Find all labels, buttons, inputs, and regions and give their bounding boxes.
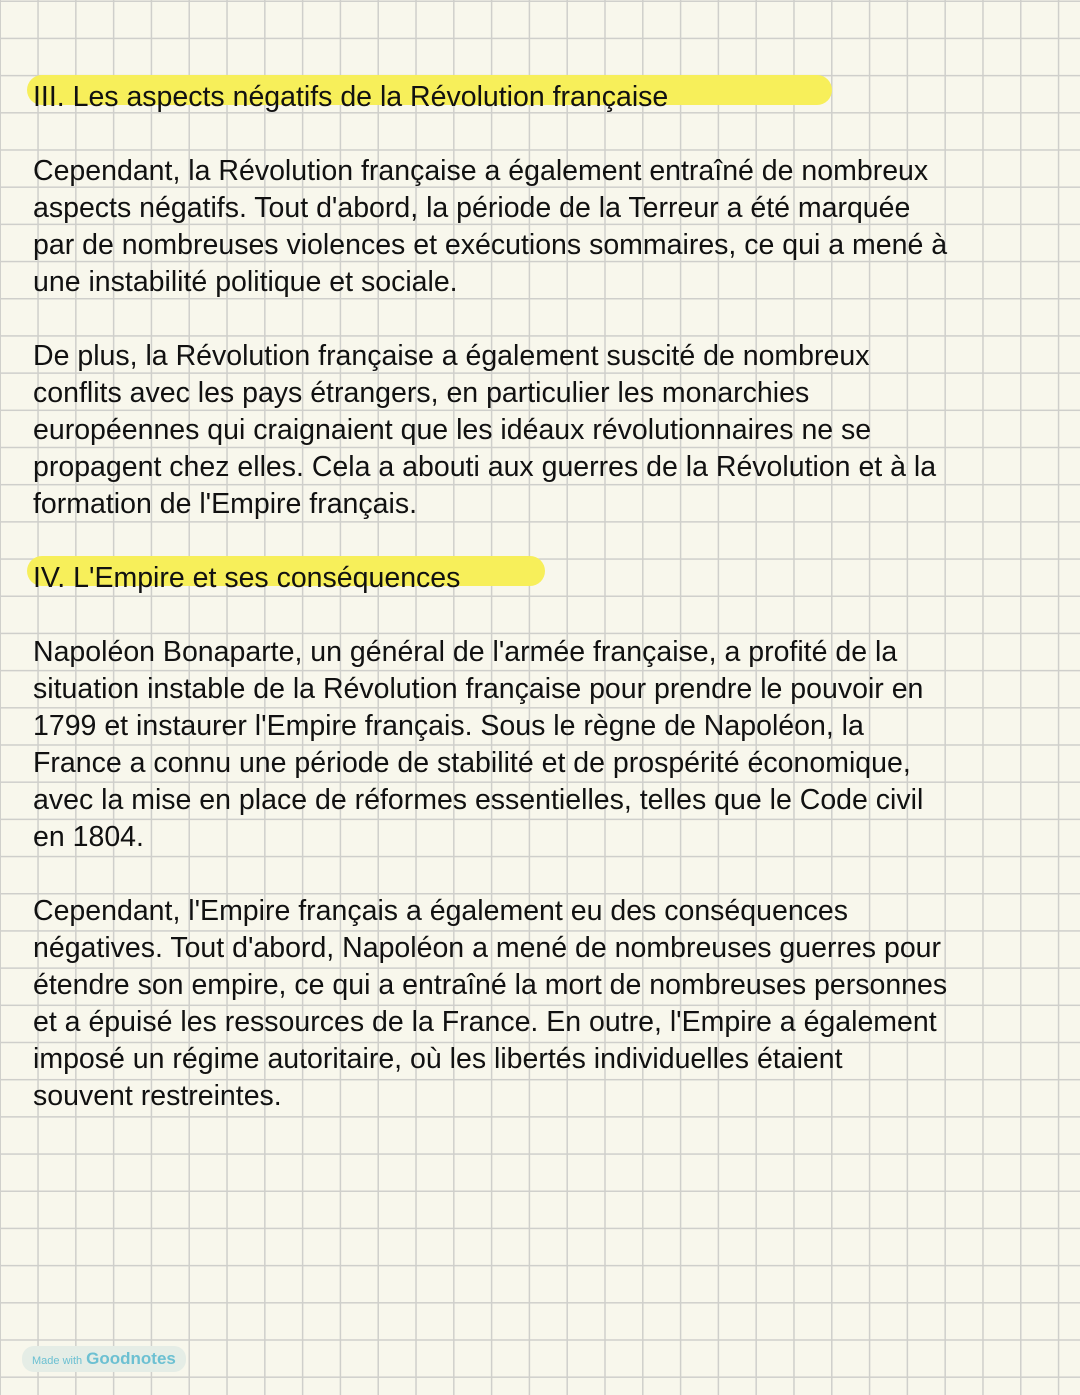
text-line: avec la mise en place de réformes essentielles, telles que le Code civil [33, 784, 924, 816]
paragraph [33, 893, 1073, 1115]
text-line: souvent restreintes. [33, 1080, 282, 1112]
text-line: formation de l'Empire français. [33, 488, 418, 520]
text-line: et a épuisé les ressources de la France. En outre, l'Empire a également [33, 1006, 937, 1038]
text-line: conflits avec les pays étrangers, en particulier les monarchies [33, 377, 810, 409]
text-line: par de nombreuses violences et exécutions sommaires, ce qui a mené à [33, 229, 948, 261]
text-line: en 1804. [33, 821, 144, 853]
text-line: une instabilité politique et sociale. [33, 266, 458, 298]
text-line: Cependant, la Révolution française a également entraîné de nombreux [33, 155, 929, 187]
text-line: situation instable de la Révolution française pour prendre le pouvoir en [33, 673, 924, 705]
paragraph [33, 634, 1073, 856]
goodnotes-badge [22, 1346, 186, 1372]
heading-text: IV. L'Empire et ses conséquences [33, 562, 461, 594]
text-line: imposé un régime autoritaire, où les libertés individuelles étaient [33, 1043, 843, 1075]
section-heading-4 [33, 560, 1073, 597]
made-with-label: Made with [32, 1355, 83, 1367]
paragraph [33, 153, 1073, 301]
text-line: 1799 et instaurer l'Empire français. Sous le règne de Napoléon, la [33, 710, 864, 742]
paragraph [33, 338, 1073, 523]
text-line: Cependant, l'Empire français a également eu des conséquences [33, 895, 849, 927]
text-line: négatives. Tout d'abord, Napoléon a mené de nombreuses guerres pour [33, 932, 942, 964]
section-heading-3 [33, 79, 1073, 116]
note-content [33, 79, 1073, 1152]
heading-text: III. Les aspects négatifs de la Révolution française [33, 81, 669, 113]
brand-label: Goodnotes [86, 1349, 176, 1368]
text-line: France a connu une période de stabilité et de prospérité économique, [33, 747, 911, 779]
text-line: De plus, la Révolution française a également suscité de nombreux [33, 340, 870, 372]
text-line: aspects négatifs. Tout d'abord, la période de la Terreur a été marquée [33, 192, 911, 224]
text-line: européennes qui craignaient que les idéaux révolutionnaires ne se [33, 414, 872, 446]
text-line: étendre son empire, ce qui a entraîné la mort de nombreuses personnes [33, 969, 948, 1001]
text-line: propagent chez elles. Cela a abouti aux guerres de la Révolution et à la [33, 451, 937, 483]
text-line: Napoléon Bonaparte, un général de l'armée française, a profité de la [33, 636, 898, 668]
